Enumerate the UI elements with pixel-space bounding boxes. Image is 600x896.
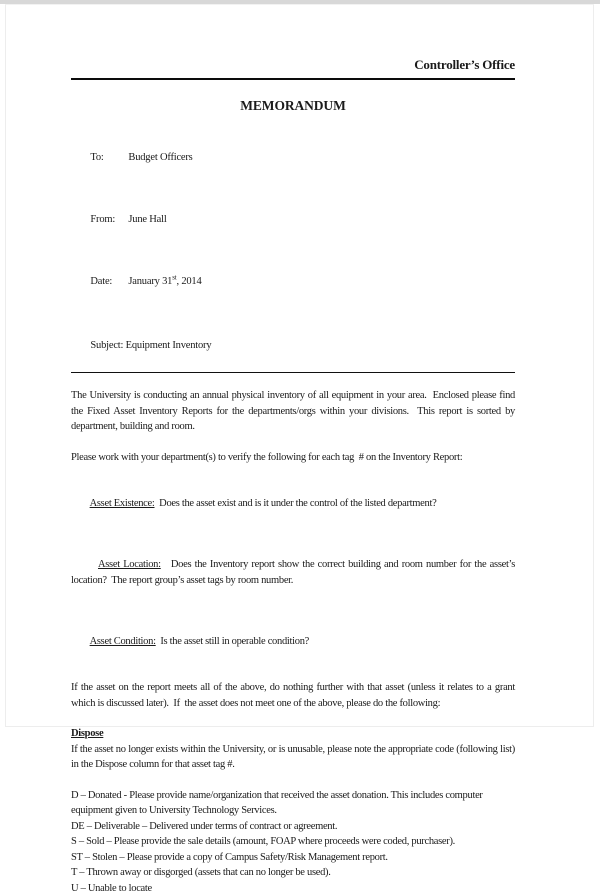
intro-paragraph: The University is conducting an annual physical inventory of all equipment in your area. Enclosed please find the Fixed Asset Inventory Reports for the departments/orgs within your divisions. This report is sorted by department, building and room. xyxy=(71,388,515,435)
disposal-code-item-thrown: T – Thrown away or disgorged (assets that can no longer be used). xyxy=(71,865,515,881)
to-value: Budget Officers xyxy=(128,152,192,163)
disposal-codes-list xyxy=(71,788,515,896)
office-name: Controller’s Office xyxy=(71,57,515,73)
date-ordinal: st xyxy=(172,274,176,282)
asset-location-item xyxy=(71,542,515,604)
memo-date-row xyxy=(71,258,515,306)
asset-condition-text: Is the asset still in operable condition? xyxy=(156,636,309,647)
subject-value: Equipment Inventory xyxy=(123,340,211,351)
header-rule xyxy=(71,78,515,80)
asset-existence-label: Asset Existence: xyxy=(90,498,155,509)
dispose-intro: If the asset no longer exists within the University, or is unusable, please note the appropriate code (following list) in the Dispose column for that asset tag #. xyxy=(71,742,515,773)
asset-condition-item xyxy=(71,619,515,666)
dispose-heading: Dispose xyxy=(71,726,515,742)
memo-body xyxy=(71,388,515,896)
date-value xyxy=(128,276,201,287)
disposal-code-item-stolen: ST – Stolen – Please provide a copy of Campus Safety/Risk Management report. xyxy=(71,850,515,866)
disposal-code-item-unable: U – Unable to locate xyxy=(71,881,515,896)
verify-paragraph: Please work with your department(s) to verify the following for each tag # on the Inventory Report: xyxy=(71,450,515,466)
memo-subject-row xyxy=(71,322,515,370)
memo-from-row xyxy=(71,196,515,244)
from-label: From: xyxy=(90,212,128,228)
to-label: To: xyxy=(90,150,128,166)
asset-existence-item xyxy=(71,480,515,527)
memo-to-row xyxy=(71,134,515,182)
date-label: Date: xyxy=(90,274,128,290)
memo-page xyxy=(5,4,594,727)
memo-meta xyxy=(71,134,515,373)
asset-location-label: Asset Location: xyxy=(98,559,161,570)
subject-label: Subject: xyxy=(90,340,123,351)
disposal-code-item-deliverable: DE – Deliverable – Delivered under terms of contract or agreement. xyxy=(71,819,515,835)
asset-existence-text: Does the asset exist and is it under the control of the listed department? xyxy=(155,498,437,509)
asset-location-text: Does the Inventory report show the correct building and room number for the asset’s location? The report group’s asset tags by room number. xyxy=(71,559,517,586)
disposal-code-item-donated: D – Donated - Please provide name/organization that received the asset donation. This includes computer equipment given to University Technology Services. xyxy=(71,788,515,819)
memo-content xyxy=(6,57,593,896)
date-year: , 2014 xyxy=(176,276,201,287)
from-value: June Hall xyxy=(128,214,166,225)
asset-condition-label: Asset Condition: xyxy=(90,636,156,647)
date-day: January 31 xyxy=(128,276,172,287)
disposal-code-item-sold: S – Sold – Please provide the sale details (amount, FOAP where proceeds were coded, purchaser). xyxy=(71,834,515,850)
no-action-paragraph: If the asset on the report meets all of the above, do nothing further with that asset (unless it relates to a grant which is discussed later). If the asset does not meet one of the above, please do the following: xyxy=(71,680,515,711)
subject-rule xyxy=(71,372,515,373)
memo-title: MEMORANDUM xyxy=(71,97,515,114)
